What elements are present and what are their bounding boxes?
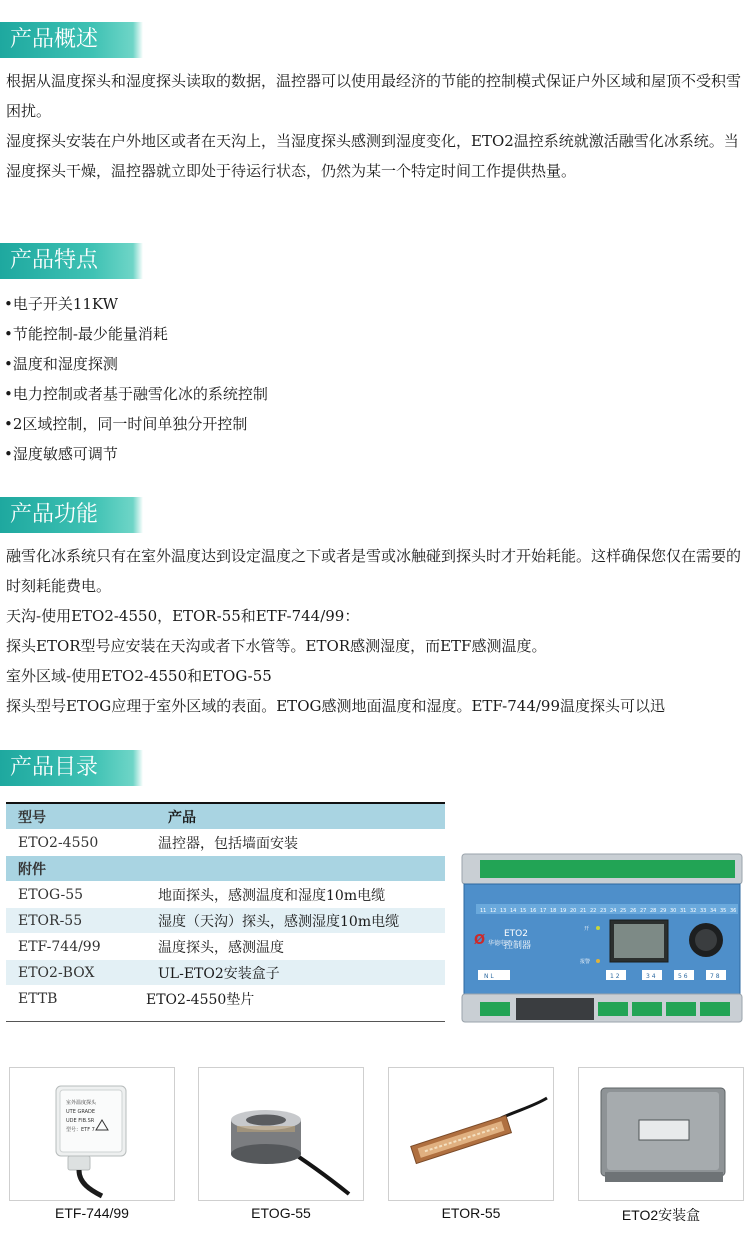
accessories-label: 附件 <box>6 856 138 882</box>
catalog-table <box>6 804 445 1012</box>
cell-product: ETO2-4550垫片 <box>138 986 445 1012</box>
feature-item: •湿度敏感可调节 <box>4 445 118 463</box>
terminal-number: 30 <box>670 908 677 914</box>
table-row <box>6 986 445 1012</box>
terminal-number: 17 <box>540 908 547 914</box>
terminal-number: 16 <box>530 908 537 914</box>
thumb-caption: ETO2安装盒 <box>621 1207 701 1223</box>
terminal-number: 20 <box>570 908 577 914</box>
cell-model: ETOG-55 <box>6 882 138 908</box>
thumb-caption: ETF-744/99 <box>55 1205 129 1221</box>
terminal-number: 31 <box>680 908 687 914</box>
eto2-controller-image <box>460 852 744 1024</box>
feature-item: •2区域控制，同一时间单独分开控制 <box>4 415 248 433</box>
functions-line: 融雪化冰系统只有在室外温度达到设定温度之下或者是雪或冰触碰到探头时才开始耗能。这样确保您仅在需要的时刻耗能费电。 <box>6 547 742 595</box>
cell-model: ETF-744/99 <box>6 934 138 960</box>
cell-product: 地面探头，感测温度和湿度10m电缆 <box>138 882 445 908</box>
cell-model: ETOR-55 <box>6 908 138 934</box>
cell-model: ETTB <box>6 986 138 1012</box>
header-product: 产品 <box>138 804 445 830</box>
svg-text:Ø: Ø <box>474 933 486 948</box>
sensor-label-line: UDE FIB.SR <box>66 1118 95 1124</box>
terminal-number: 11 <box>480 908 487 914</box>
thumb-etor <box>388 1067 554 1201</box>
terminal-number: 33 <box>700 908 707 914</box>
moisture-sensor-image <box>389 1068 553 1200</box>
terminal-number: 14 <box>510 908 517 914</box>
device-logo-text: 华德电工 <box>488 940 513 947</box>
table-bottom-rule <box>6 1021 445 1022</box>
terminal-number: 24 <box>610 908 617 914</box>
functions-line: 探头型号ETOG应理于室外区域的表面。ETOG感测地面温度和湿度。ETF-744/99温度探头可以迅 <box>6 697 665 715</box>
sensor-label-line: 型号：ETF 7 <box>66 1127 95 1133</box>
cell-model: ETO2-BOX <box>6 960 138 986</box>
table-row <box>6 934 445 960</box>
terminal-label: 1 2 <box>610 973 620 980</box>
terminal-number: 36 <box>730 908 737 914</box>
table-row <box>6 960 445 986</box>
terminal-number: 32 <box>690 908 697 914</box>
terminal-number: 35 <box>720 908 727 914</box>
functions-line: 天沟-使用ETO2-4550，ETOR-55和ETF-744/99： <box>6 607 360 625</box>
terminal-number: 19 <box>560 908 567 914</box>
terminal-number: 18 <box>550 908 557 914</box>
overview-text <box>6 66 746 186</box>
features-list <box>4 289 744 469</box>
thumb-etf <box>9 1067 175 1201</box>
catalog-heading: 产品目录 <box>0 750 133 786</box>
feature-item: •电子开关11KW <box>4 295 119 313</box>
terminal-number: 12 <box>490 908 497 914</box>
terminal-blocks-top <box>480 860 735 878</box>
features-heading: 产品特点 <box>0 243 133 279</box>
accessories-header-row <box>6 856 445 882</box>
thumb-box <box>578 1067 744 1201</box>
device-brand: ETO2 <box>504 929 528 939</box>
terminal-label: 3 4 <box>646 973 656 980</box>
functions-line: 室外区域-使用ETO2-4550和ETOG-55 <box>6 667 272 685</box>
feature-item: •节能控制-最少能量消耗 <box>4 325 168 343</box>
sensor-label-line: 室外温度探头 <box>66 1100 97 1106</box>
cell-product: UL-ETO2安装盒子 <box>138 960 445 986</box>
table-row <box>6 830 445 856</box>
table-row <box>6 882 445 908</box>
cell-model: ETO2-4550 <box>6 830 138 856</box>
thumb-caption: ETOG-55 <box>251 1205 311 1221</box>
overview-paragraph: 根据从温度探头和湿度探头读取的数据，温控器可以使用最经济的节能的控制模式保证户外区域和屋顶不受积雪困扰。 <box>6 72 742 120</box>
terminal-number: 23 <box>600 908 607 914</box>
terminal-number: 28 <box>650 908 657 914</box>
overview-heading: 产品概述 <box>0 22 133 58</box>
feature-item: •温度和湿度探测 <box>4 355 118 373</box>
terminal-number: 22 <box>590 908 597 914</box>
device-brand-sub: 控制器 <box>504 941 532 951</box>
functions-line: 探头ETOR型号应安装在天沟或者下水管等。ETOR感测湿度，而ETF感测温度。 <box>6 637 547 655</box>
functions-text <box>6 541 746 721</box>
terminal-number: 34 <box>710 908 717 914</box>
header-model: 型号 <box>6 804 138 830</box>
terminal-number: 21 <box>580 908 587 914</box>
terminal-number: 29 <box>660 908 667 914</box>
terminal-number: 15 <box>520 908 527 914</box>
thumb-caption: ETOR-55 <box>441 1205 501 1221</box>
functions-heading: 产品功能 <box>0 497 133 533</box>
temperature-sensor-image <box>10 1068 174 1200</box>
sensor-label-line: UTE GRADE <box>66 1109 96 1115</box>
thumb-etog <box>198 1067 364 1201</box>
cell-product: 温度探头，感测温度 <box>138 934 445 960</box>
cell-product: 湿度（天沟）探头，感测湿度10m电缆 <box>138 908 445 934</box>
ground-sensor-image <box>199 1068 363 1200</box>
terminal-label: 7 8 <box>710 973 720 980</box>
terminal-number: 13 <box>500 908 507 914</box>
table-header-row <box>6 804 445 830</box>
feature-item: •电力控制或者基于融雪化冰的系统控制 <box>4 385 268 403</box>
overview-paragraph: 湿度探头安装在户外地区或者在天沟上，当湿度探头感测到湿度变化，ETO2温控系统就激活融雪化冰系统。当湿度探头干燥，温控器就立即处于待运行状态，仍然为某一个特定时间工作提供热量。 <box>6 132 739 180</box>
table-row <box>6 908 445 934</box>
led-alarm-label: 报警 <box>580 959 591 965</box>
terminal-number: 26 <box>630 908 637 914</box>
terminal-label: N L <box>484 973 494 980</box>
led-on-label: 开 <box>584 926 590 932</box>
cell-product: 温控器，包括墙面安装 <box>138 830 445 856</box>
terminal-number: 27 <box>640 908 647 914</box>
terminal-label: 5 6 <box>678 973 688 980</box>
mounting-box-image <box>579 1068 743 1200</box>
terminal-number: 25 <box>620 908 627 914</box>
